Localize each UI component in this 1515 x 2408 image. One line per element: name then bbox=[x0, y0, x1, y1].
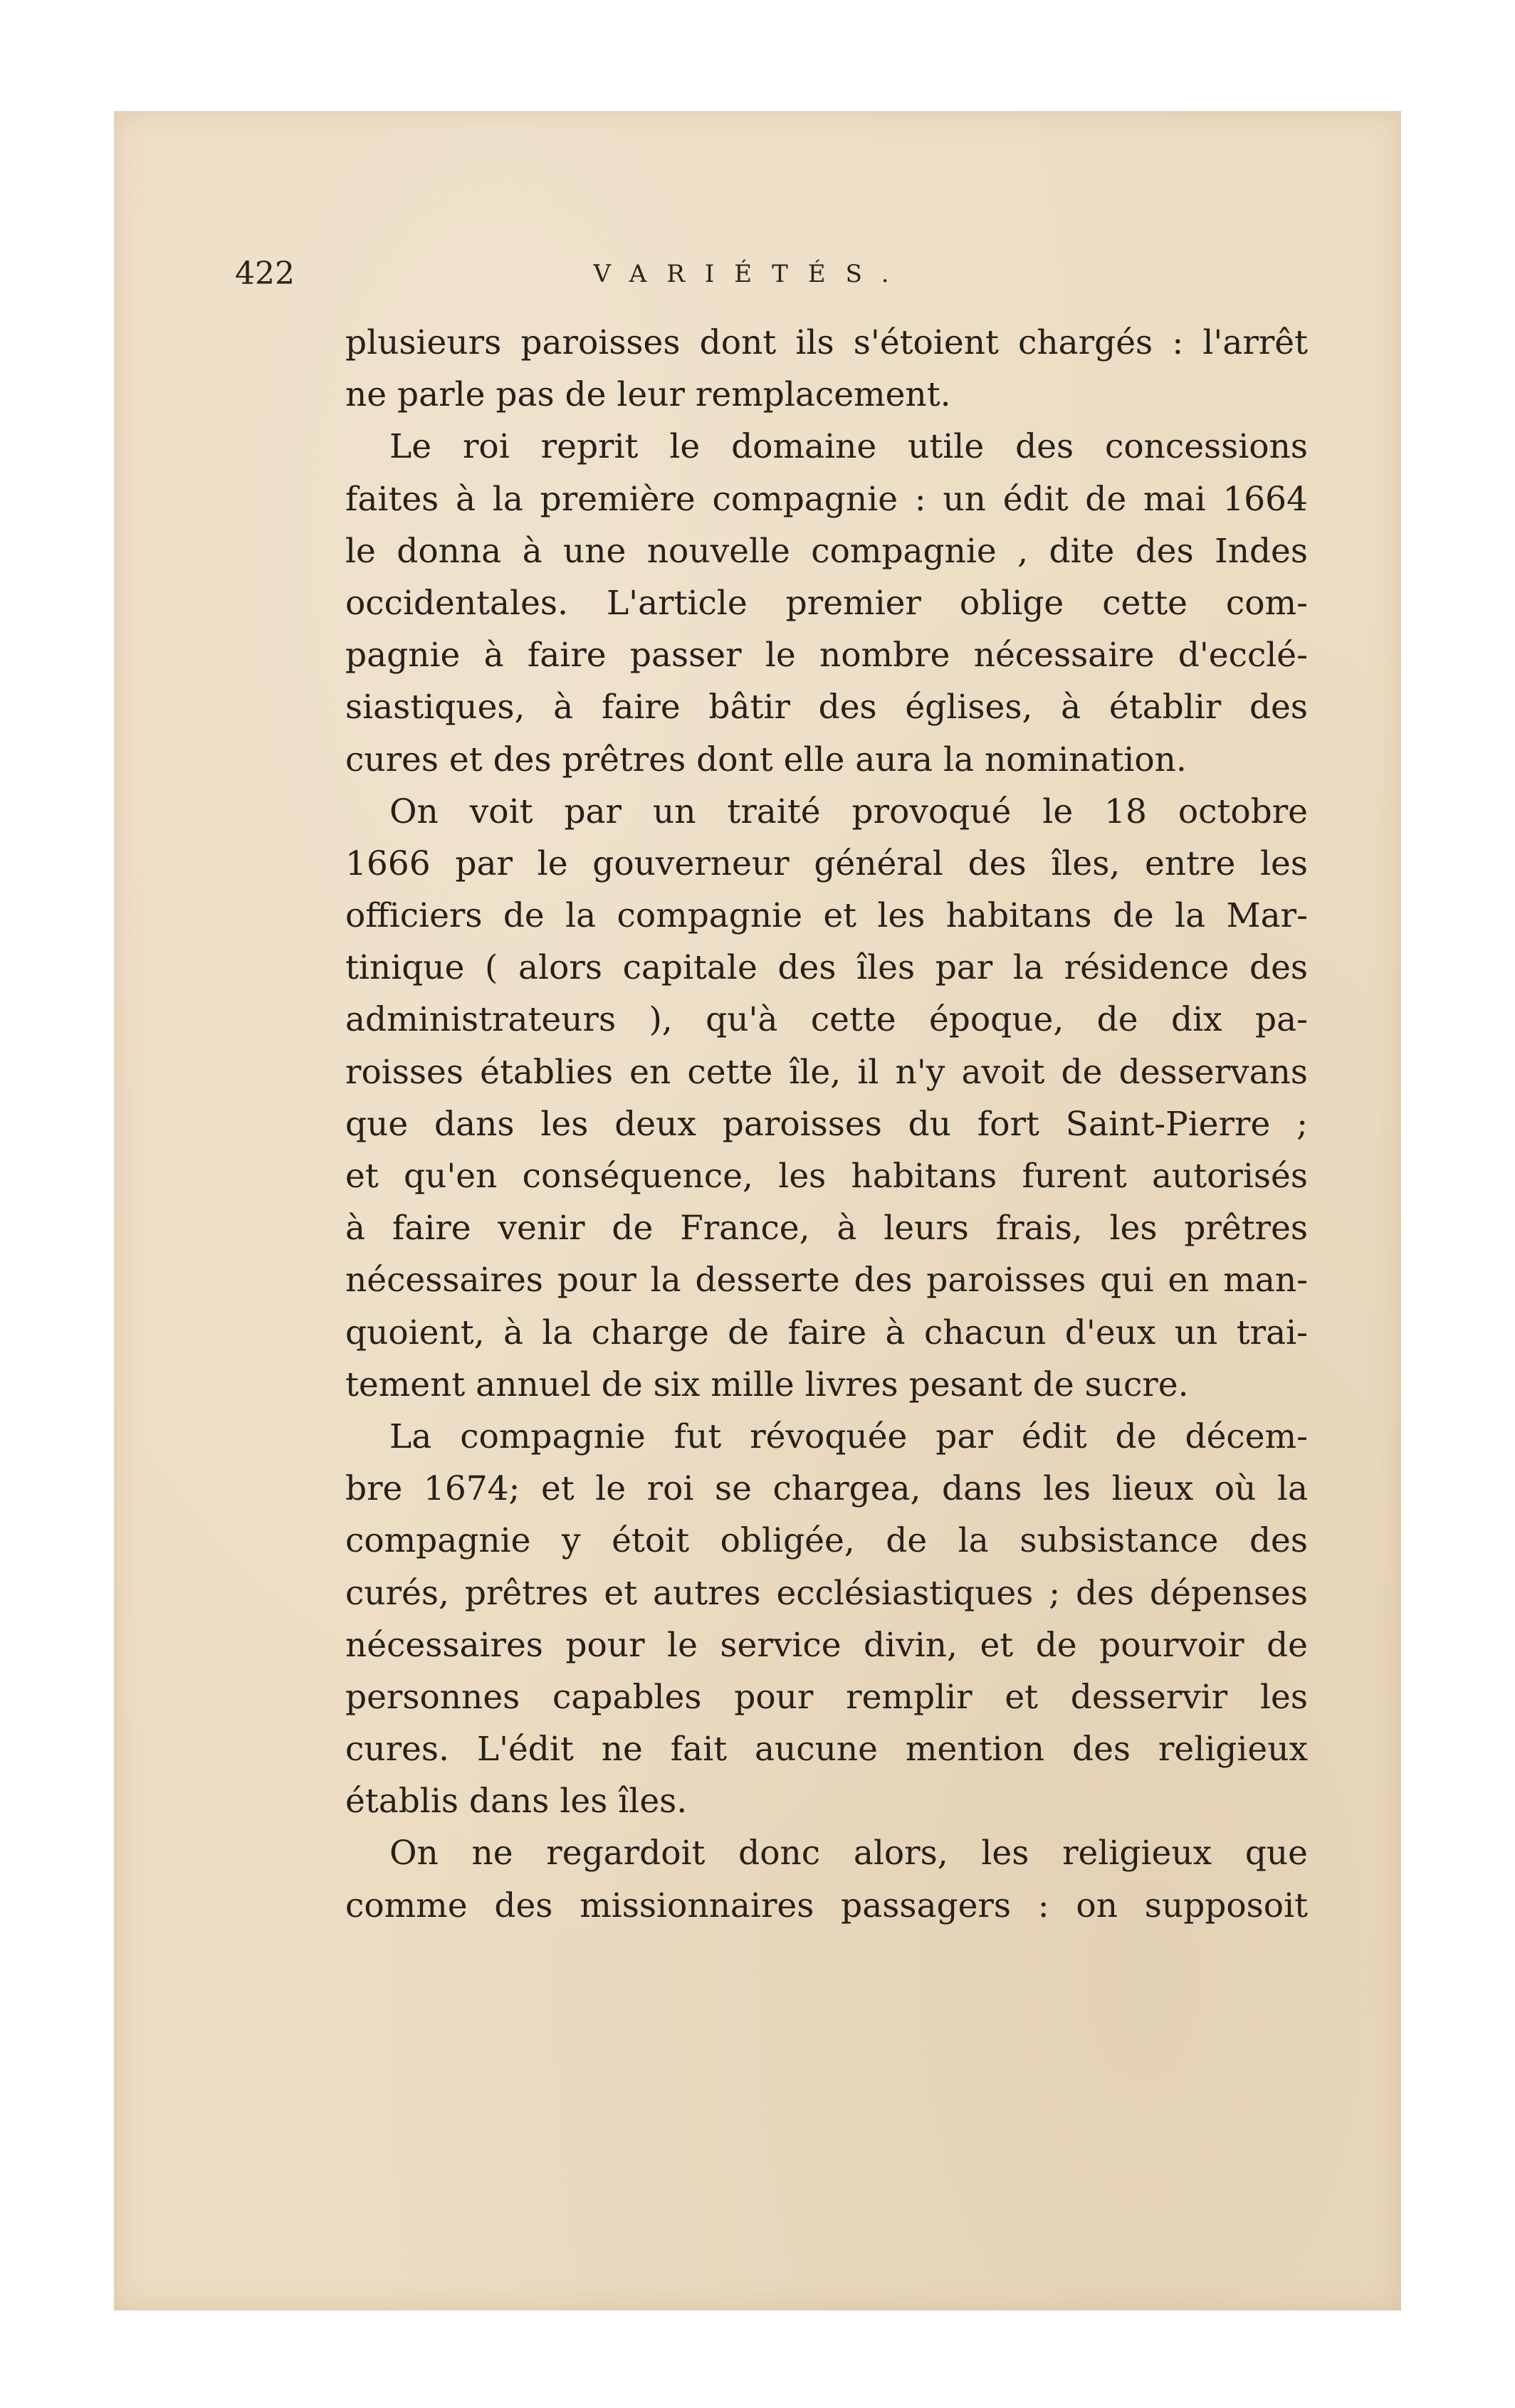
text-line: bre 1674; et le roi se chargea, dans les lieux où la bbox=[345, 1469, 1308, 1509]
text-line: 1666 par le gouverneur général des îles, entre les bbox=[345, 843, 1308, 883]
text-line: nécessaires pour la desserte des paroisses qui en man- bbox=[345, 1261, 1308, 1300]
text-line: faites à la première compagnie : un édit de mai 1664 bbox=[345, 479, 1308, 519]
page-number: 422 bbox=[235, 256, 295, 292]
text-line: à faire venir de France, à leurs frais, les prêtres bbox=[345, 1209, 1308, 1248]
text-line: le donna à une nouvelle compagnie , dite des Indes bbox=[345, 531, 1308, 571]
text-line: On ne regardoit donc alors, les religieux que bbox=[389, 1834, 1308, 1873]
text-line: curés, prêtres et autres ecclésiastiques ; des dépenses bbox=[345, 1573, 1308, 1613]
text-line: quoient, à la charge de faire à chacun d'eux un trai- bbox=[345, 1313, 1308, 1352]
text-line: siastiques, à faire bâtir des églises, à établir des bbox=[345, 688, 1308, 727]
text-line: établis dans les îles. bbox=[345, 1782, 688, 1821]
text-line: administrateurs ), qu'à cette époque, de dix pa- bbox=[345, 1000, 1308, 1040]
text-line: plusieurs paroisses dont ils s'étoient chargés : l'arrêt bbox=[345, 323, 1308, 362]
text-line: ne parle pas de leur remplacement. bbox=[345, 375, 951, 415]
text-line: personnes capables pour remplir et desservir les bbox=[345, 1677, 1308, 1717]
text-line: pagnie à faire passer le nombre nécessaire d'ecclé- bbox=[345, 636, 1308, 675]
text-line: On voit par un traité provoqué le 18 octobre bbox=[389, 792, 1308, 831]
text-line: et qu'en conséquence, les habitans furent autorisés bbox=[345, 1157, 1308, 1196]
text-line: Le roi reprit le domaine utile des concessions bbox=[389, 427, 1308, 467]
text-line: cures. L'édit ne fait aucune mention des religieux bbox=[345, 1730, 1308, 1770]
text-line: officiers de la compagnie et les habitans de la Mar- bbox=[345, 896, 1308, 936]
body-text bbox=[345, 317, 1308, 1932]
text-line: nécessaires pour le service divin, et de pourvoir de bbox=[345, 1625, 1308, 1665]
text-line: roisses établies en cette île, il n'y avoit de desservans bbox=[345, 1052, 1308, 1092]
running-title: VARIÉTÉS. bbox=[593, 260, 909, 288]
text-line: tement annuel de six mille livres pesant de sucre. bbox=[345, 1365, 1189, 1404]
text-line: La compagnie fut révoquée par édit de décem- bbox=[389, 1416, 1308, 1456]
page-header bbox=[235, 253, 1310, 295]
text-line: que dans les deux paroisses du fort Saint-Pierre ; bbox=[345, 1104, 1308, 1144]
text-line: comme des missionnaires passagers : on supposoit bbox=[345, 1886, 1308, 1925]
text-line: cures et des prêtres dont elle aura la nomination. bbox=[345, 740, 1187, 779]
text-line: compagnie y étoit obligée, de la subsistance des bbox=[345, 1521, 1308, 1561]
text-line: occidentales. L'article premier oblige cette com- bbox=[345, 583, 1308, 623]
text-line: tinique ( alors capitale des îles par la résidence des bbox=[345, 948, 1308, 988]
